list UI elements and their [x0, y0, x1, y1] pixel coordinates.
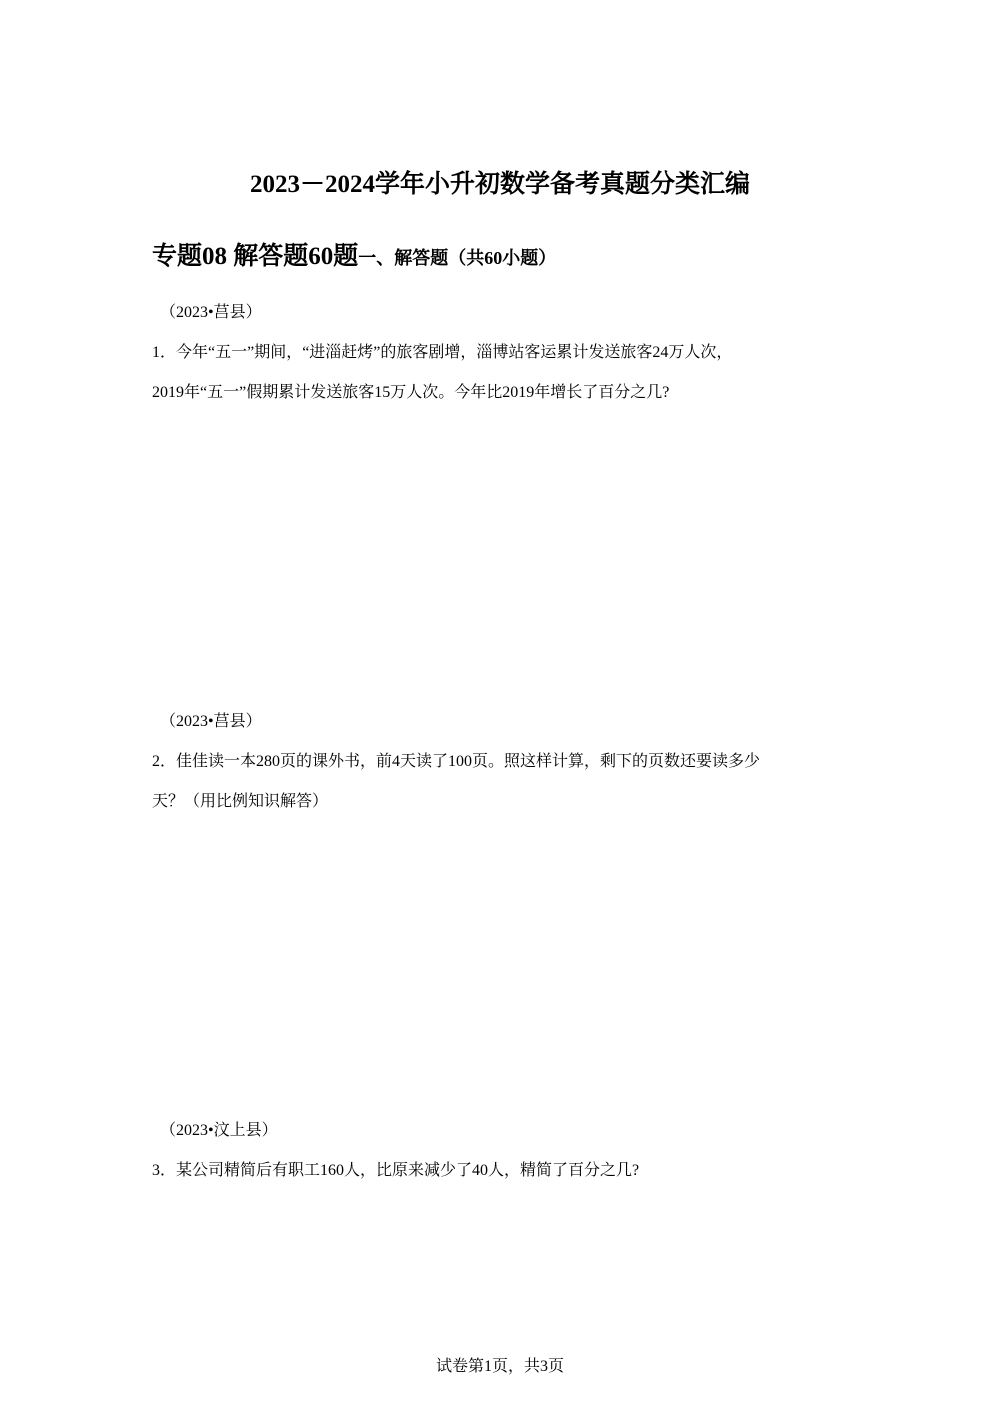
question-3-text-line-1: 3．某公司精简后有职工160人，比原来减少了40人，精简了百分之几? [152, 1162, 640, 1179]
question-1-source: （2023•莒县） [160, 304, 262, 321]
question-2-source: （2023•莒县） [160, 713, 262, 730]
section-heading-main: 专题08 解答题60题 [152, 243, 359, 270]
question-3-source: （2023•汶上县） [160, 1122, 278, 1139]
section-heading [152, 240, 556, 277]
document-title: 2023－2024学年小升初数学备考真题分类汇编 [249, 171, 750, 198]
question-2-text-line-2: 天？（用比例知识解答） [152, 793, 329, 810]
page-footer: 试卷第1页，共3页 [435, 1358, 564, 1375]
question-2-text-line-1: 2．佳佳读一本280页的课外书，前4天读了100页。照这样计算，剩下的页数还要读多少 [152, 753, 761, 770]
section-heading-sub: 一、解答题（共60小题） [358, 248, 557, 268]
question-1-text-line-2: 2019年“五一”假期累计发送旅客15万人次。今年比2019年增长了百分之几? [152, 384, 670, 401]
question-1-text-line-1: 1．今年“五一”期间，“进淄赶烤”的旅客剧增，淄博站客运累计发送旅客24万人次， [152, 344, 733, 361]
